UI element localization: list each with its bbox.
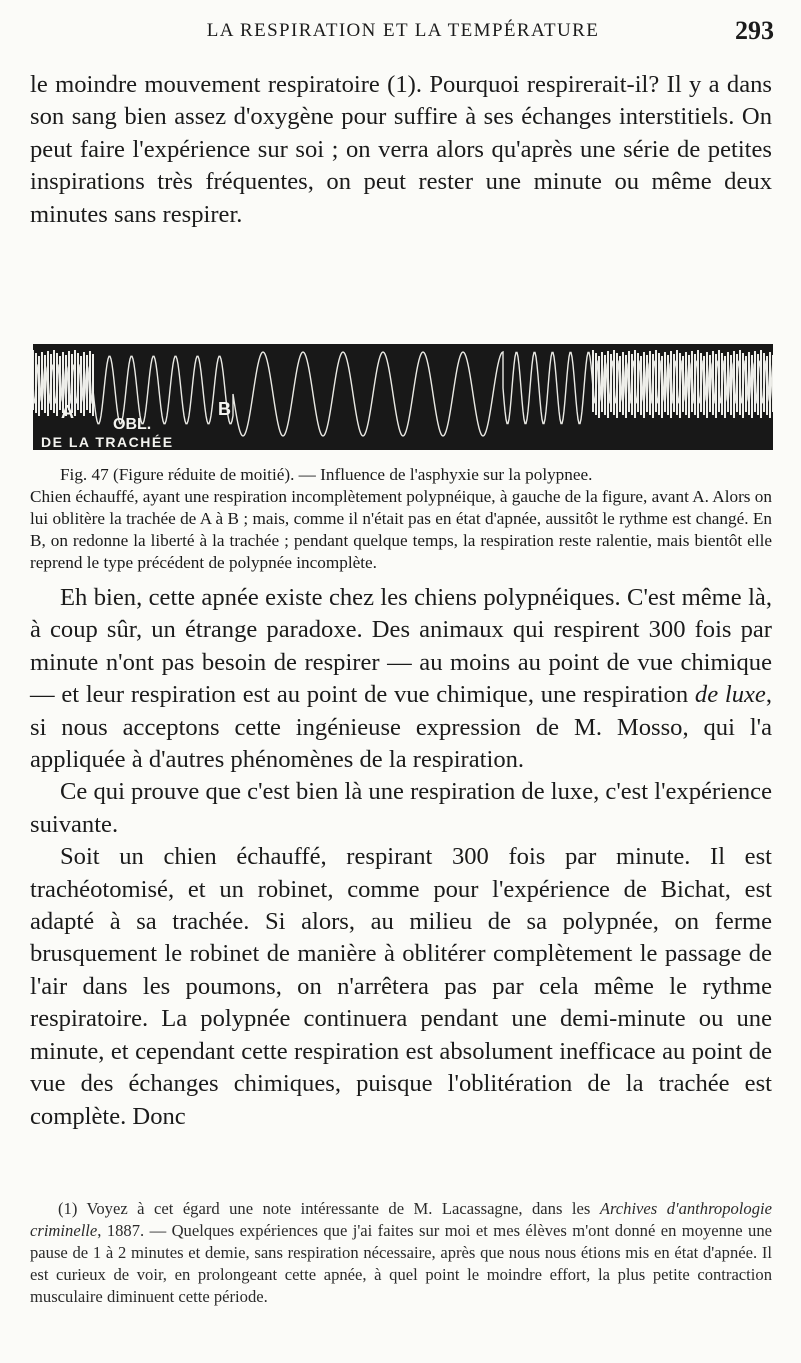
opening-paragraph [30, 69, 772, 231]
paragraph-experience: Soit un chien échauffé, respirant 300 fois par minute. Il est trachéotomisé, et un robinet, comme pour l'expérience de Bichat, est adapté à sa trachée. Si alors, au milieu de sa polypnée, on ferme brusquement le robinet de manière à oblitérer complètement le passage de l'air dans les poumons, on n'arrêtera pas par cela même le rythme respiratoire. La polypnée continuera pendant une demi-minute ou une minute, et cependant cette respiration est absolument inefficace au point de vue des échanges chimiques, puisque l'oblitération de la trachée est complète. Donc [30, 843, 772, 1130]
paragraph-apnee [30, 582, 772, 776]
paragraph-text: , si nous acceptons cette ingénieuse expression de M. Mosso, qui l'a appliquée à d'autres phénomènes de la respiration. [30, 681, 772, 774]
footnote-text [30, 1198, 772, 1308]
footnote-part: (1) Voyez à cet égard une note intéressante de M. Lacassagne, dans les [58, 1199, 600, 1218]
figure-caption [30, 464, 772, 574]
footnote-part: , 1887. — Quelques expériences que j'ai faites sur moi et mes élèves m'ont donné en moyenne une pause de 1 à 2 minutes et demie, sans respiration nécessaire, après que nous nous étions mis en état d'apnée. Il est curieux de voir, en prolongeant cette apnée, à quel point le moindre effort, la plus petite contraction musculaire diminuent cette période. [30, 1221, 772, 1306]
figure-label-b: B [218, 399, 231, 419]
main-text [30, 582, 772, 1133]
footnote [30, 1198, 772, 1308]
page-header [32, 14, 774, 48]
page-number: 293 [735, 16, 774, 45]
footnote-journal-title: Archives d'anthropologie criminelle [30, 1199, 772, 1240]
paragraph-preuve: Ce qui prouve que c'est bien là une respiration de luxe, c'est l'expérience suivante. [30, 778, 772, 838]
caption-title: Fig. 47 (Figure réduite de moitié). — Influence de l'asphyxie sur la polypnee. [60, 465, 593, 484]
caption-body: Chien échauffé, ayant une respiration incomplètement polypnéique, à gauche de la figure, avant A. Alors on lui oblitère la trachée de A à B ; mais, comme il n'était pas en état d'apnée, aussitôt le rythme est changé. En B, on redonne la liberté à la trachée ; pendant quelque temps, la respiration reste ralentie, mais bientôt elle reprend le type précédent de polypnée incomplète. [30, 487, 772, 572]
paragraph-text: Eh bien, cette apnée existe chez les chiens polypnéiques. C'est même là, à coup sûr, un étrange paradoxe. Des animaux qui respirent 300 fois par minute n'ont pas besoin de respirer — au moins au point de vue chimique — et leur respiration est au point de vue chimique, une respiration [30, 584, 772, 709]
respiration-tracing-figure [33, 344, 773, 450]
running-title: LA RESPIRATION ET LA TEMPÉRATURE [206, 20, 600, 41]
figure-label-obl: OBL. [113, 416, 152, 433]
italic-text: de luxe [694, 681, 766, 709]
figure-label-a: A [61, 402, 74, 422]
paragraph-text: le moindre mouvement respiratoire (1). Pourquoi respirerait-il? Il y a dans son sang bien assez d'oxygène pour suffire à ses échanges interstitiels. On peut faire l'expérience sur soi ; on verra alors qu'après une série de petites inspirations très fréquentes, on peut rester une minute ou même deux minutes sans respirer. [30, 71, 772, 228]
figure-label-trachee: DE LA TRACHÉE [41, 434, 174, 450]
